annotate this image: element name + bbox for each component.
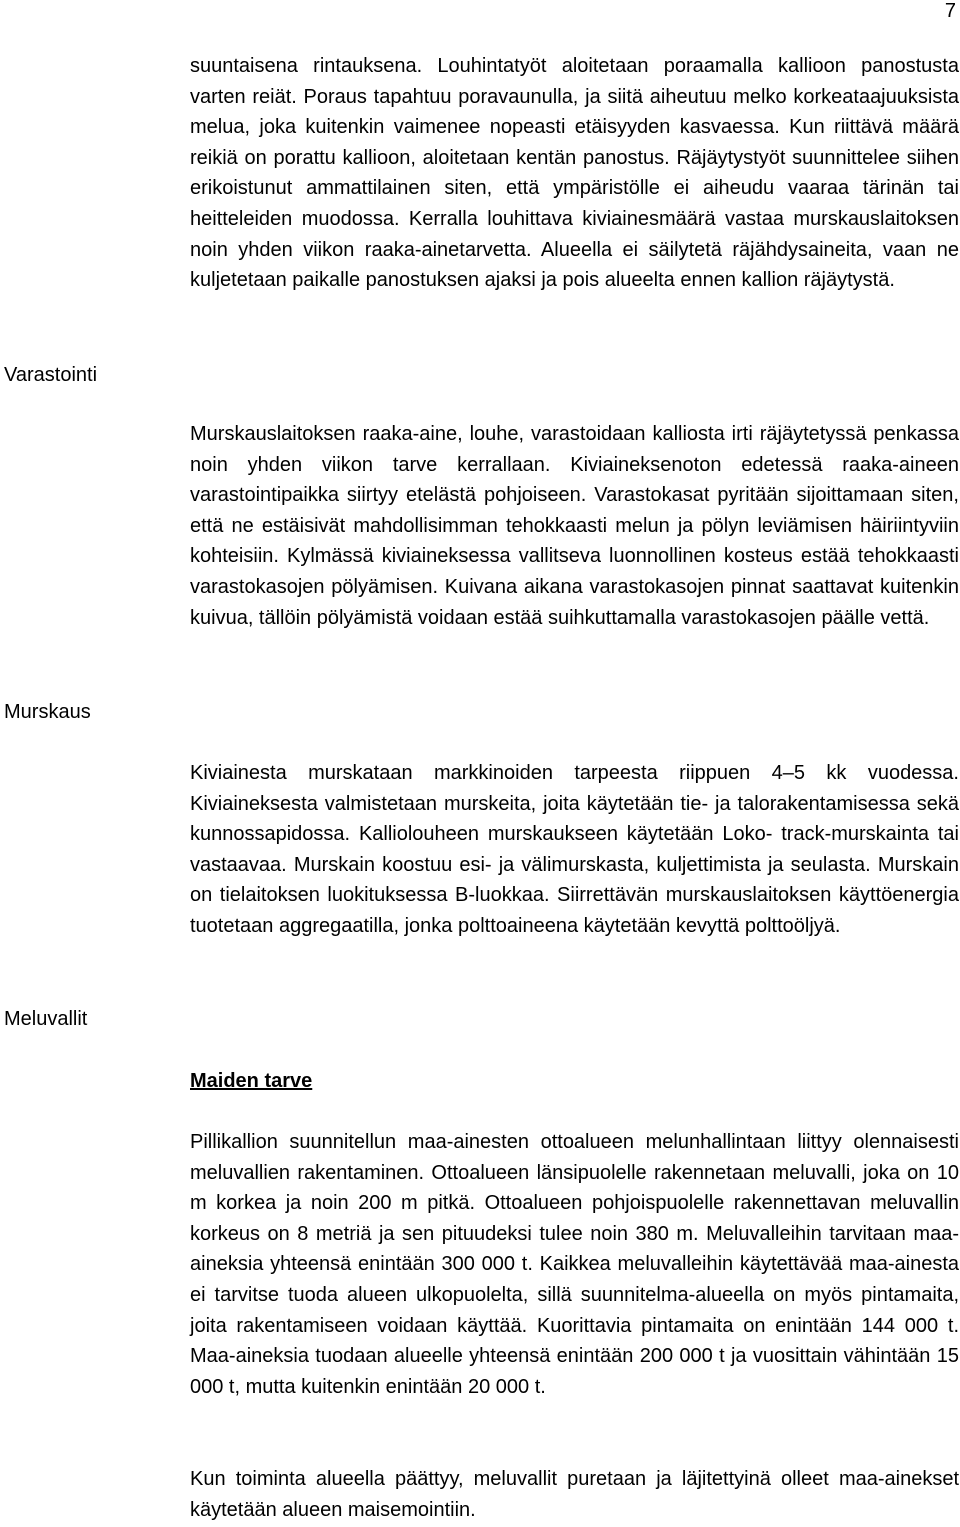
subheading-maiden-tarve: Maiden tarve	[190, 1070, 313, 1092]
section-heading-varastointi: Varastointi	[4, 364, 98, 386]
intro-paragraph: suuntaisena rintauksena. Louhintatyöt aloitetaan poraamalla kallioon panostusta varten reiät. Poraus tapahtuu poravaunulla, ja siitä aiheutuu melko korkeataajuuksista melua, joka kuitenkin vaimenee nopeasti etäisyyden kasvaessa. Kun riittävä määrä reikiä on porattu kallioon, aloitetaan kentän panostus. Räjäytystyöt suunnittelee siihen erikoistunut ammattilainen siten, että ympäristölle ei aiheudu vaaraa tärinän tai heitteleiden muodossa. Kerralla louhittava kiviainesmäärä vastaa murskauslaitoksen noin yhden viikon raaka-ainetarvetta. Alueella ei säilytetä räjähdysaineita, vaan ne kuljetetaan paikalle panostuksen ajaksi ja pois alueelta ennen kallion räjäytystä.	[190, 55, 959, 292]
page-number: 7	[944, 0, 956, 22]
section-heading-meluvallit: Meluvallit	[4, 1008, 88, 1030]
meluvallit-paragraph-2: Kun toiminta alueella päättyy, meluvallit puretaan ja läjitettyinä olleet maa-ainekset käytetään alueen maisemointiin.	[190, 1468, 959, 1521]
varastointi-paragraph: Murskauslaitoksen raaka-aine, louhe, varastoidaan kalliosta irti räjäytetyssä penkassa noin yhden viikon tarve kerrallaan. Kiviaineksenoton edetessä raaka-aineen varastointipaikka siirtyy etelästä pohjoiseen. Varastokasat pyritään sijoittamaan siten, että ne estäisivät mahdollisimman tehokkaasti melun ja pölyn leviämisen häiriintyviin kohteisiin. Kylmässä kiviaineksessa vallitseva luonnollinen kosteus estää tehokkaasti varastokasojen pölyämisen. Kuivana aikana varastokasojen pinnat saattavat kuitenkin kuivua, tällöin pölyämistä voidaan estää suihkuttamalla varastokasojen päälle vettä.	[190, 423, 959, 629]
murskaus-paragraph: Kiviainesta murskataan markkinoiden tarpeesta riippuen 4–5 kk vuodessa. Kiviaineksesta valmistetaan murskeita, joita käytetään tie- ja talorakentamisessa sekä kunnossapidossa. Kalliolouheen murskaukseen käytetään Loko- track-murskainta tai vastaavaa. Murskain koostuu esi- ja välimurskasta, kuljettimista ja seulasta. Murskain on tielaitoksen luokituksessa B-luokkaa. Siirrettävän murskauslaitoksen käyttöenergia tuotetaan aggregaatilla, jonka polttoaineena käytetään kevyttä polttoöljyä.	[190, 762, 959, 937]
meluvallit-paragraph-1: Pillikallion suunnitellun maa-ainesten ottoalueen melunhallintaan liittyy olennaisesti meluvallien rakentaminen. Ottoalueen länsipuolelle rakennetaan meluvalli, joka on 10 m korkea ja noin 200 m pitkä. Ottoalueen pohjoispuolelle rakennettavan meluvallin korkeus on 8 metriä ja sen pituudeksi tulee noin 380 m. Meluvalleihin tarvitaan maa-aineksia yhteensä enintään 300 000 t. Kaikkea meluvalleihin käytettävää maa-ainesta ei tarvitse tuoda alueen ulkopuolelta, sillä suunnitelma-alueella on myös pintamaita, joita rakentamiseen voidaan käyttää. Kuorittavia pintamaita on enintään 144 000 t. Maa-aineksia tuodaan alueelle yhteensä enintään 200 000 t ja vuosittain vähintään 15 000 t, mutta kuitenkin enintään 20 000 t.	[190, 1131, 959, 1398]
section-heading-murskaus: Murskaus	[4, 701, 91, 723]
